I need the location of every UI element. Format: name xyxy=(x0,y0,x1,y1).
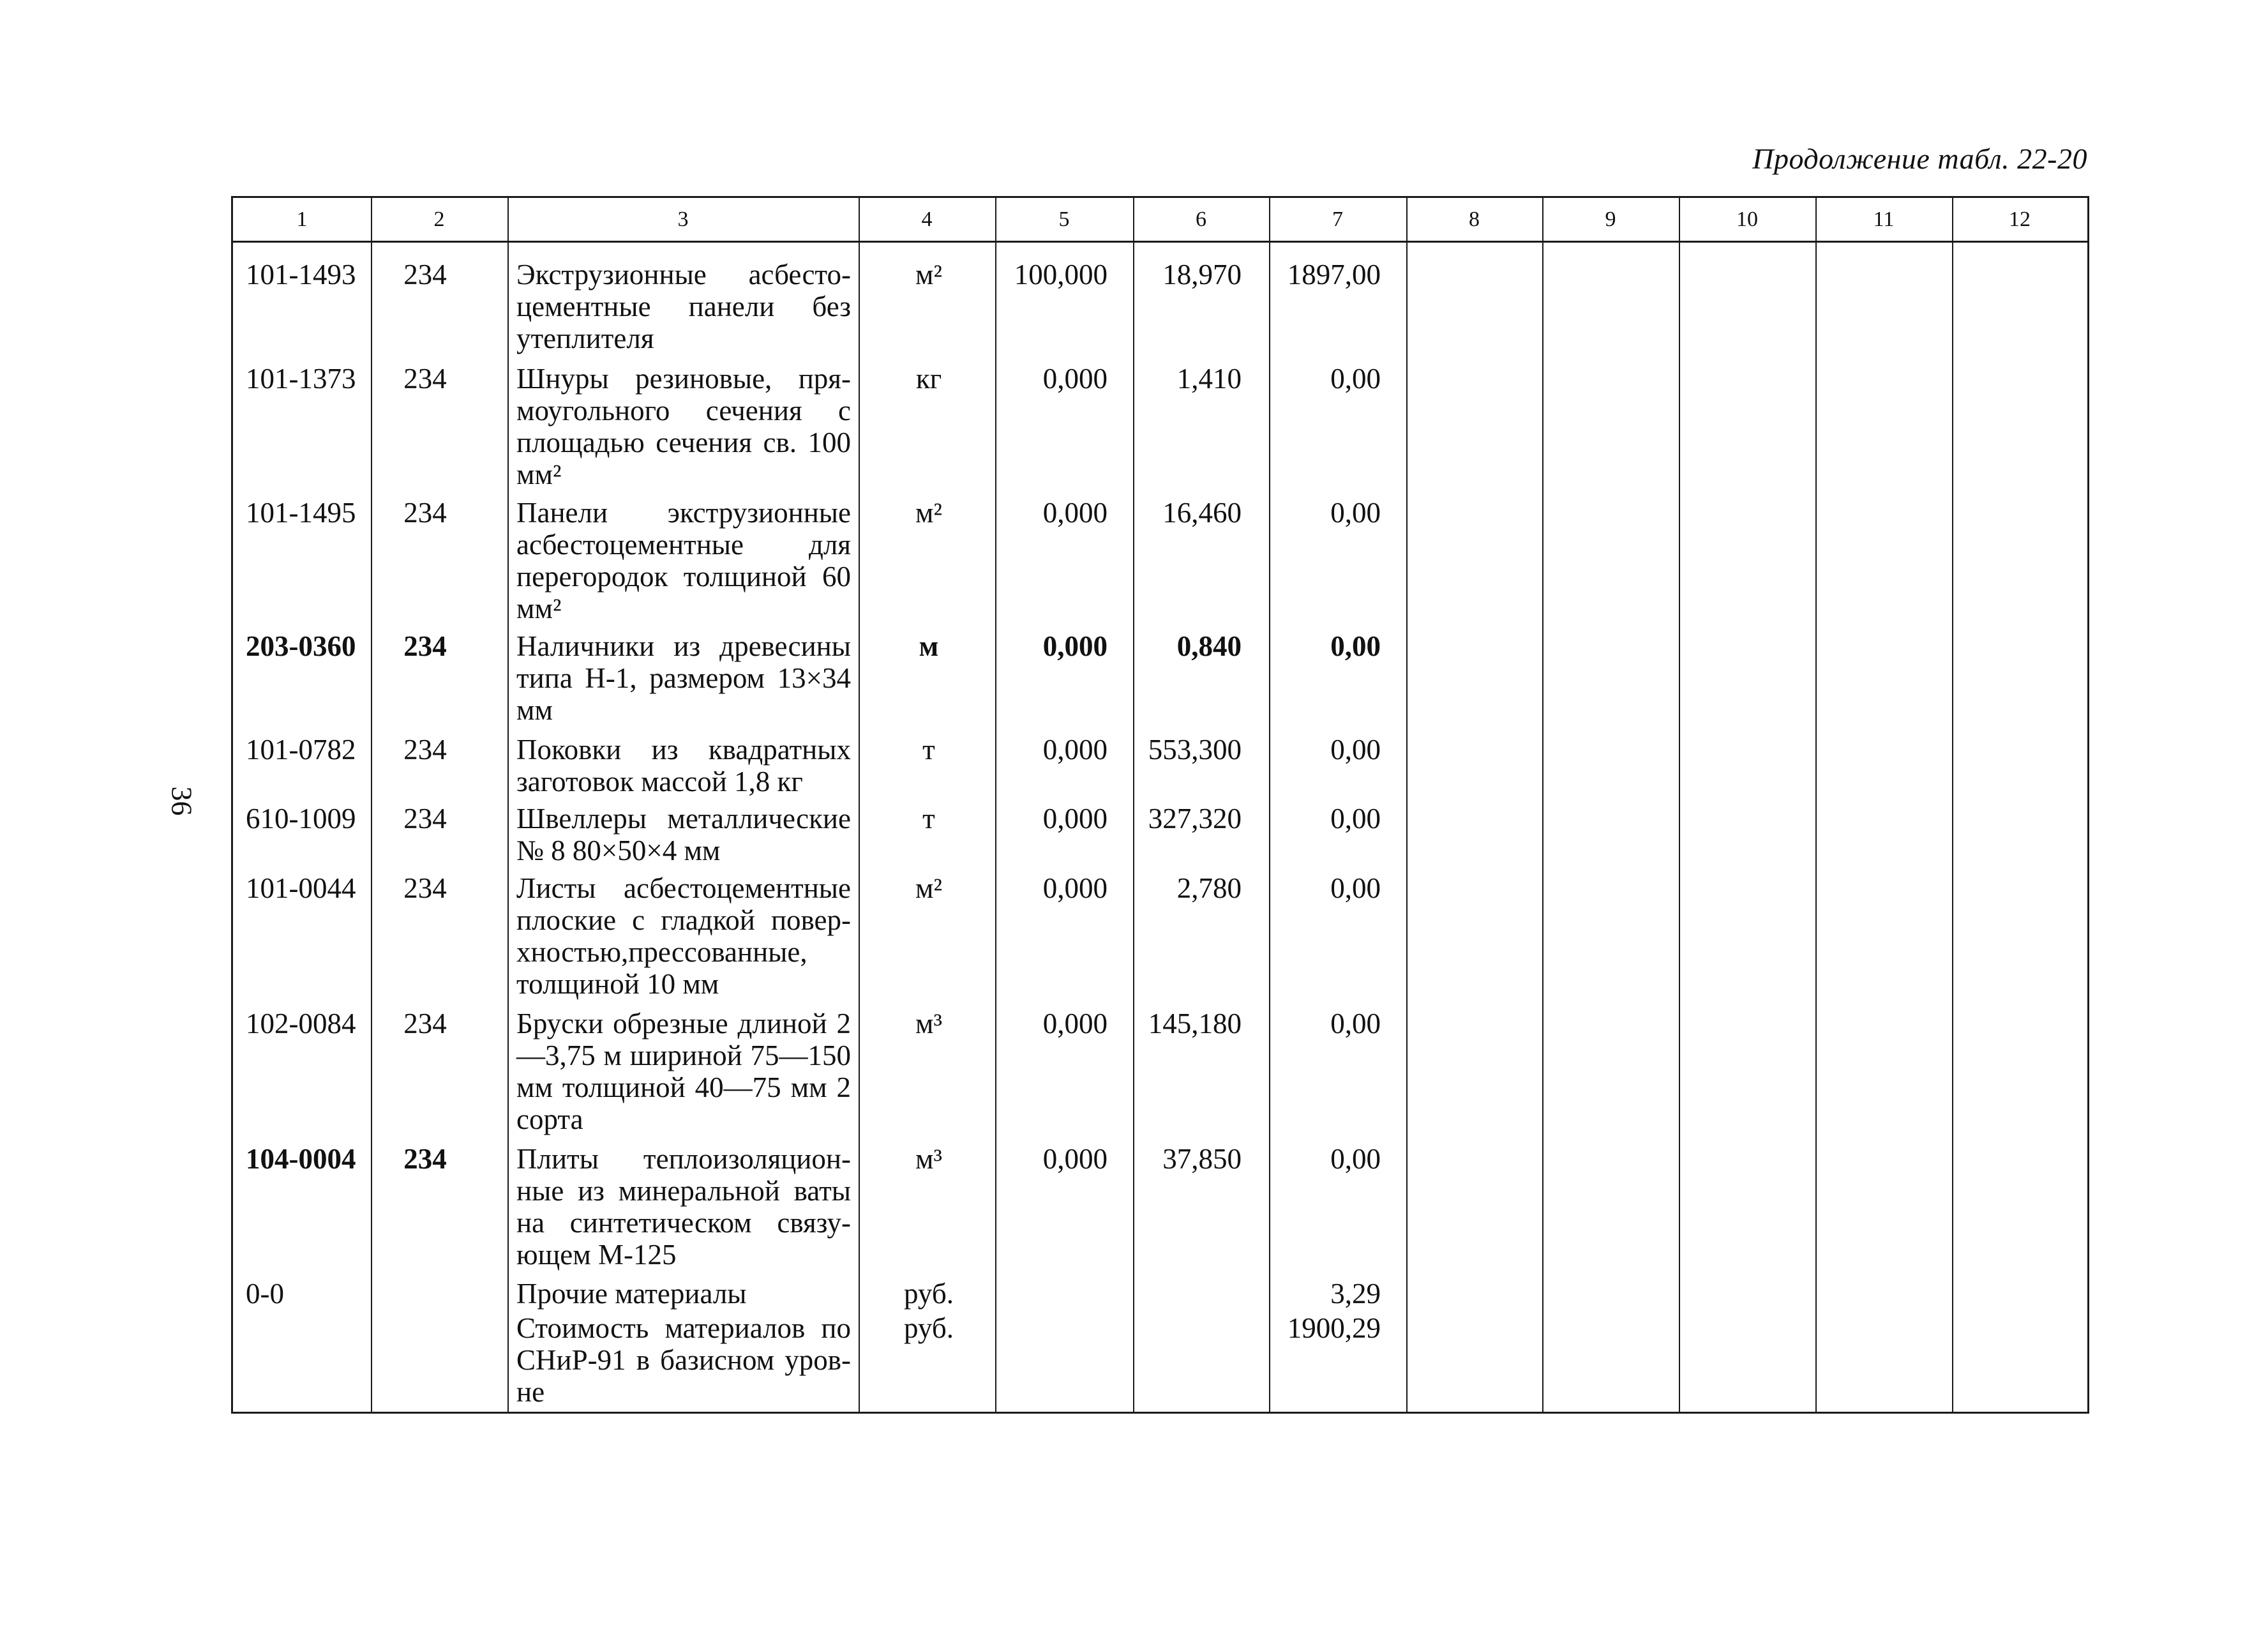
total-cost: 0,00 xyxy=(1330,363,1381,395)
quantity: 0,000 xyxy=(1042,363,1108,395)
unit-price: 16,460 xyxy=(1162,497,1242,529)
column-header: 12 xyxy=(2009,207,2031,231)
unit: м² xyxy=(915,872,942,904)
quantity: 0,000 xyxy=(1042,872,1108,904)
column-header: 5 xyxy=(1058,207,1070,231)
material-number: 234 xyxy=(403,497,447,529)
material-code: 104-0004 xyxy=(246,1143,356,1175)
column-header: 7 xyxy=(1332,207,1343,231)
unit-price: 0,840 xyxy=(1176,630,1242,662)
material-code: 0-0 xyxy=(246,1278,284,1310)
page-number: 36 xyxy=(165,786,199,816)
total-cost: 0,00 xyxy=(1330,630,1381,662)
unit: м³ xyxy=(915,1143,942,1175)
material-code: 101-0782 xyxy=(246,734,356,766)
unit-price: 553,300 xyxy=(1148,734,1242,766)
unit-price: 1,410 xyxy=(1176,363,1242,395)
unit-price: 2,780 xyxy=(1176,872,1242,904)
column-header: 4 xyxy=(921,207,933,231)
material-name: Поковки из квадратных заготовок массой 1,8 кг xyxy=(516,734,851,797)
column-header: 8 xyxy=(1469,207,1480,231)
material-code: 610-1009 xyxy=(246,803,356,835)
column-rule xyxy=(1542,198,1543,1412)
quantity: 0,000 xyxy=(1042,734,1108,766)
total-cost: 0,00 xyxy=(1330,872,1381,904)
material-code: 102-0084 xyxy=(246,1008,356,1039)
table-caption: Продолжение табл. 22-20 xyxy=(1752,142,2087,175)
unit-price: 145,180 xyxy=(1148,1008,1242,1039)
column-header: 9 xyxy=(1605,207,1616,231)
unit-price: 37,850 xyxy=(1162,1143,1242,1175)
unit: кг xyxy=(915,363,942,395)
quantity: 0,000 xyxy=(1042,1143,1108,1175)
column-header: 6 xyxy=(1196,207,1206,231)
material-name: Бруски обрезные длиной 2—3,75 м шириной 75—150 мм толщиной 40—75 мм 2 сорта xyxy=(516,1008,851,1135)
total-cost: 1897,00 xyxy=(1287,259,1381,291)
material-number: 234 xyxy=(403,363,447,395)
material-number: 234 xyxy=(403,1143,447,1175)
material-number: 234 xyxy=(403,1008,447,1039)
material-number: 234 xyxy=(403,734,447,766)
column-rule xyxy=(507,198,509,1412)
total-cost: 0,00 xyxy=(1330,803,1381,835)
unit: м² xyxy=(915,497,942,529)
column-rule xyxy=(859,198,860,1412)
unit: т xyxy=(922,803,935,835)
material-name: Листы асбестоцементные плоские с гладкой повер-хностью,прессованные, толщиной 10 мм xyxy=(516,872,851,1000)
unit: м² xyxy=(915,259,942,291)
price-table xyxy=(231,196,2089,1414)
material-number: 234 xyxy=(403,630,447,662)
unit: т xyxy=(922,734,935,766)
material-code: 101-0044 xyxy=(246,872,356,904)
total-cost: 1900,29 xyxy=(1287,1312,1381,1344)
material-code: 101-1493 xyxy=(246,259,356,291)
material-name: Наличники из древесины типа Н-1, размером 13×34 мм xyxy=(516,630,851,726)
total-cost: 0,00 xyxy=(1330,734,1381,766)
quantity: 0,000 xyxy=(1042,630,1108,662)
quantity: 0,000 xyxy=(1042,803,1108,835)
column-rule xyxy=(1406,198,1408,1412)
total-cost: 0,00 xyxy=(1330,1008,1381,1039)
total-cost: 0,00 xyxy=(1330,1143,1381,1175)
unit: руб. xyxy=(904,1312,954,1344)
column-header: 2 xyxy=(433,207,445,231)
unit: руб. xyxy=(904,1278,954,1310)
unit: м³ xyxy=(915,1008,942,1039)
unit: м xyxy=(919,630,939,662)
material-code: 101-1373 xyxy=(246,363,356,395)
column-rule xyxy=(1679,198,1680,1412)
material-code: 101-1495 xyxy=(246,497,356,529)
column-header: 1 xyxy=(296,207,308,231)
header-rule xyxy=(233,241,2087,243)
material-number: 234 xyxy=(403,872,447,904)
quantity: 100,000 xyxy=(1014,259,1108,291)
material-name: Прочие материалы xyxy=(516,1278,747,1310)
material-name: Швеллеры металлические № 8 80×50×4 мм xyxy=(516,803,851,866)
material-name: Плиты теплоизоляцион-ные из минеральной ваты на синтетическом связу-ющем М-125 xyxy=(516,1143,851,1271)
material-name: Шнуры резиновые, пря-моугольного сечения с площадью сечения св. 100 мм² xyxy=(516,363,851,490)
column-rule xyxy=(1815,198,1817,1412)
unit-price: 327,320 xyxy=(1148,803,1242,835)
material-name: Панели экструзионные асбестоцементные для перегородок толщиной 60 мм² xyxy=(516,497,851,624)
material-name: Стоимость материалов по СНиР-91 в базисном уров-не xyxy=(516,1312,851,1408)
column-header: 3 xyxy=(677,207,689,231)
column-rule xyxy=(1952,198,1953,1412)
unit-price: 18,970 xyxy=(1162,259,1242,291)
quantity: 0,000 xyxy=(1042,1008,1108,1039)
material-name: Экструзионные асбесто-цементные панели без утеплителя xyxy=(516,259,851,354)
material-number: 234 xyxy=(403,803,447,835)
column-header: 11 xyxy=(1873,207,1895,231)
quantity: 0,000 xyxy=(1042,497,1108,529)
total-cost: 0,00 xyxy=(1330,497,1381,529)
material-code: 203-0360 xyxy=(246,630,356,662)
total-cost: 3,29 xyxy=(1330,1278,1381,1310)
material-number: 234 xyxy=(403,259,447,291)
column-header: 10 xyxy=(1736,207,1758,231)
